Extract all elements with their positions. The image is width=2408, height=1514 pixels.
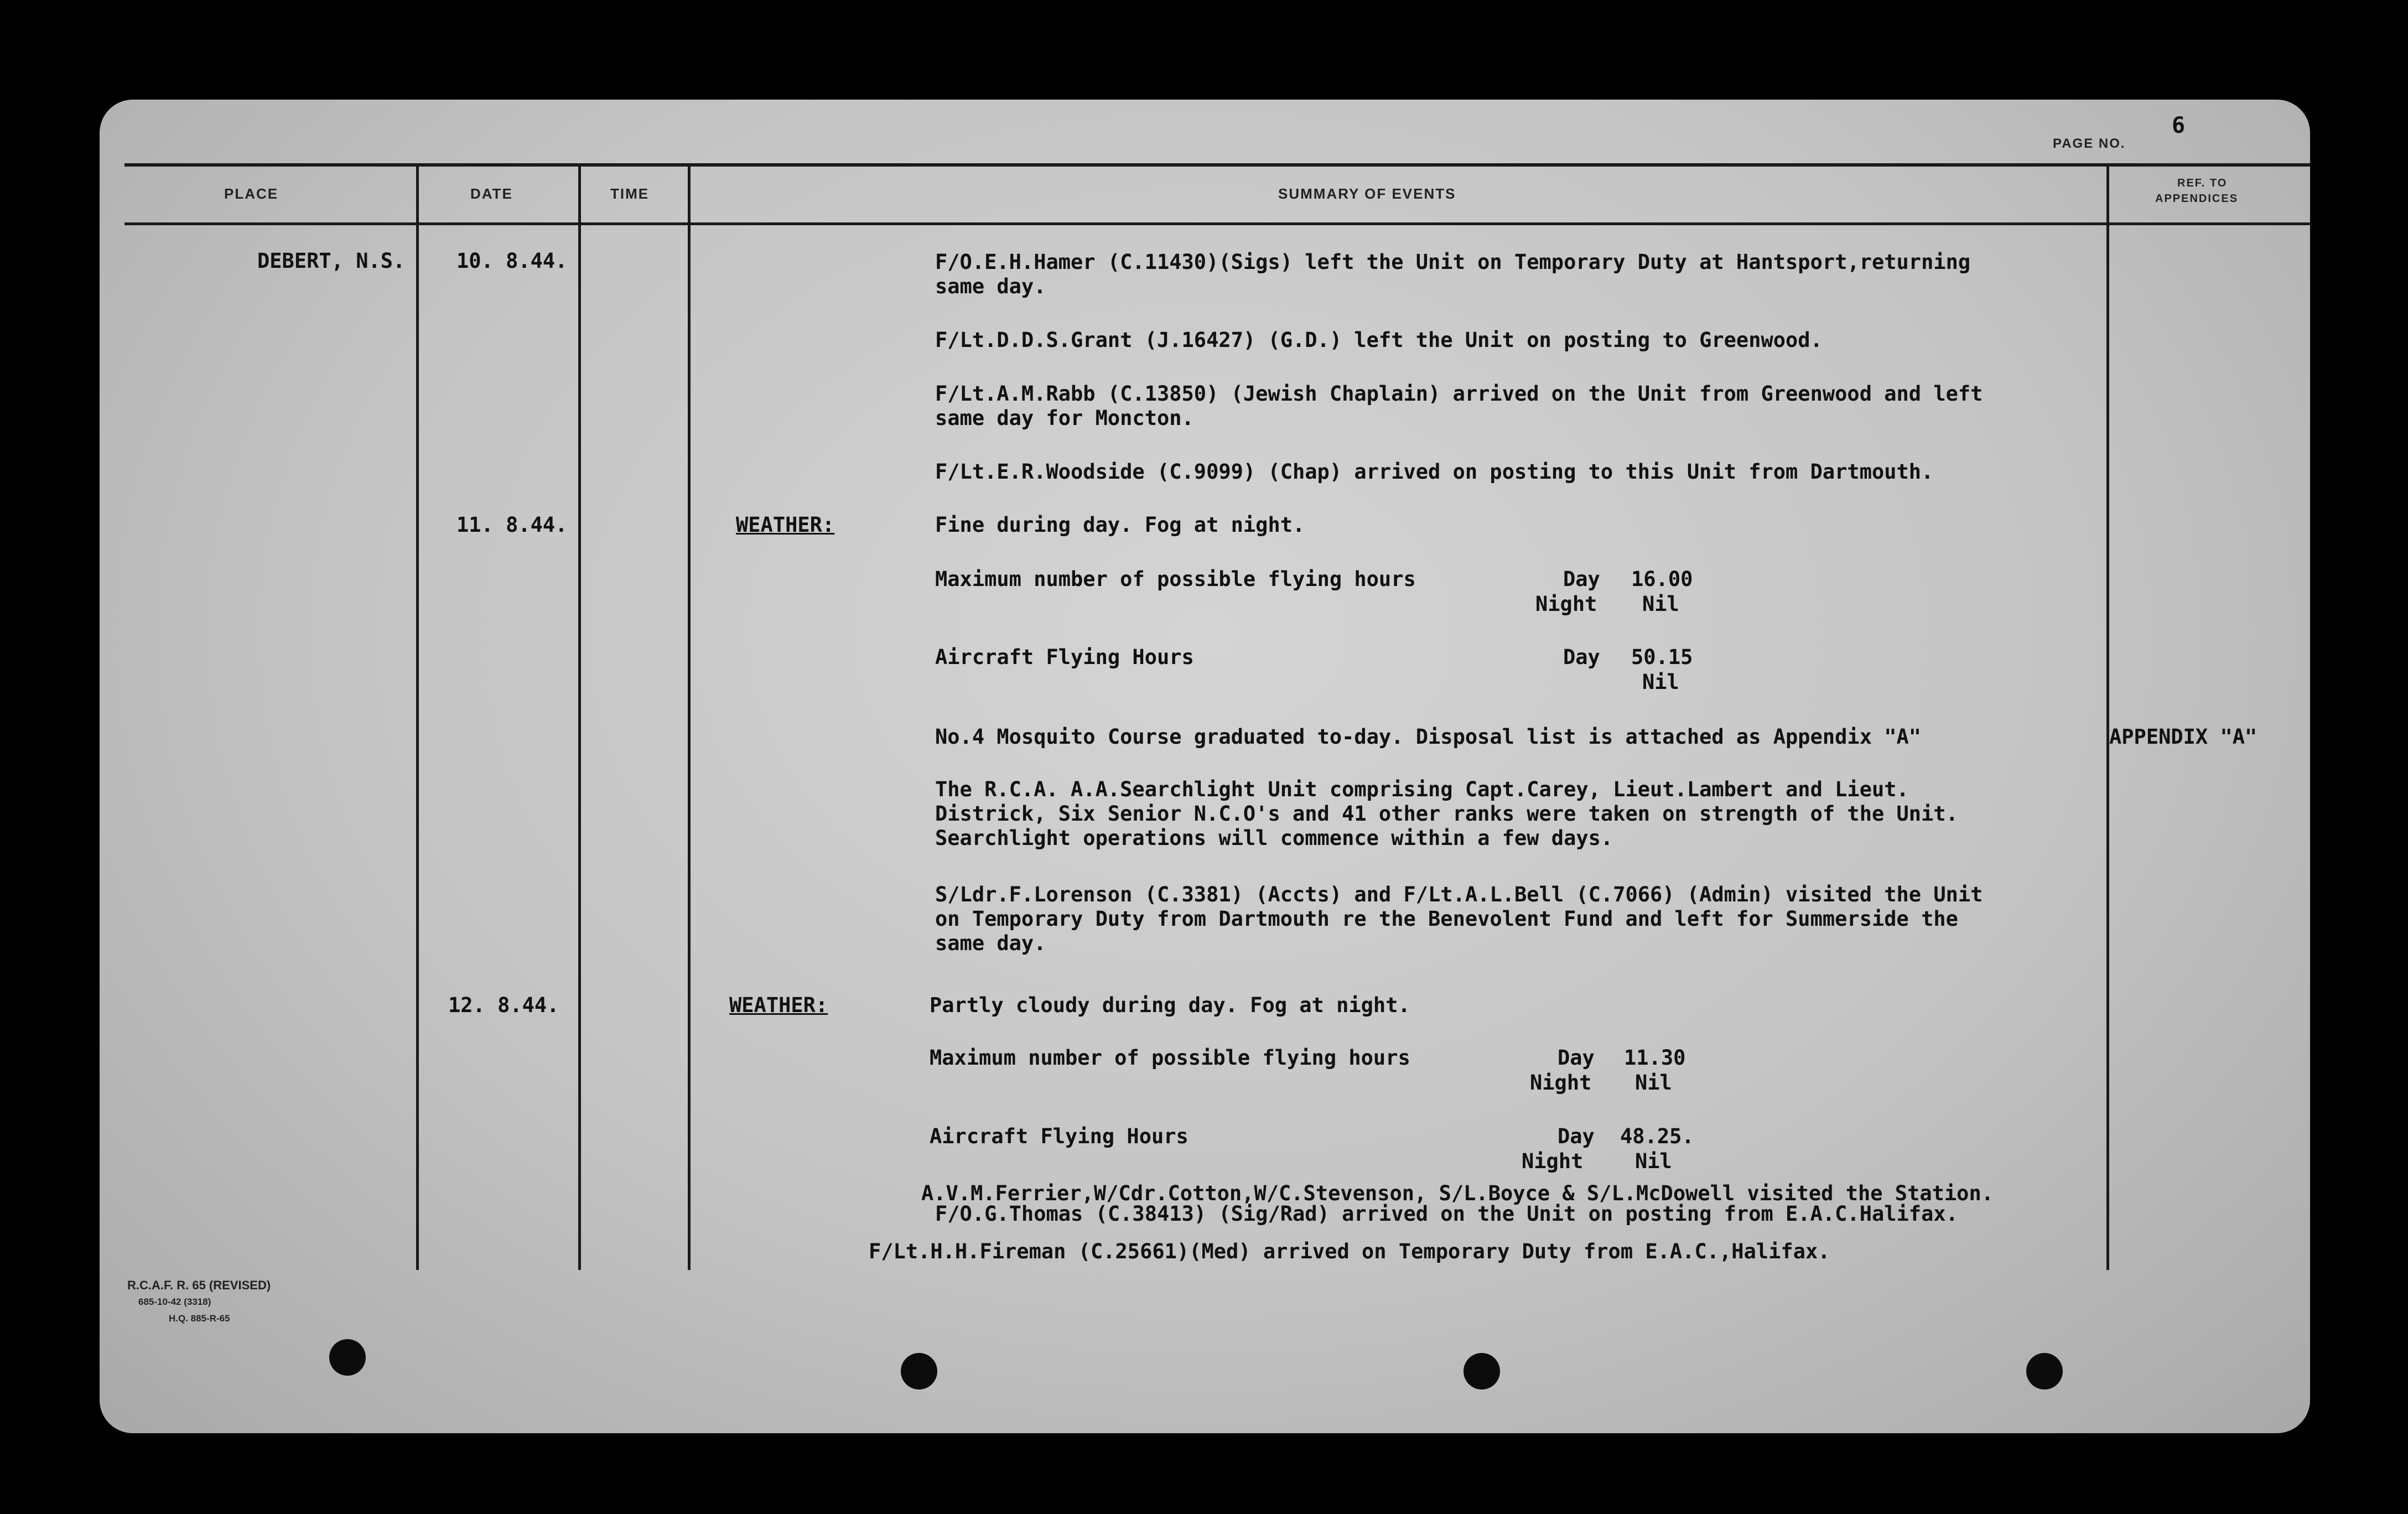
entry-line: same day.: [935, 931, 1046, 955]
page-no-label: PAGE NO.: [2053, 136, 2126, 151]
max-hours-night-value: Nil: [1642, 592, 1679, 616]
entry-line: S/Ldr.F.Lorenson (C.3381) (Accts) and F/Lt.A.L.Bell (C.7066) (Admin) visited the Unit: [935, 883, 1983, 906]
header-time: TIME: [610, 185, 650, 202]
date-cell-2: 11. 8.44.: [456, 513, 568, 537]
aircraft-hours-day-label: Day: [1558, 1124, 1595, 1148]
entry-line: same day for Moncton.: [935, 406, 1194, 430]
binder-hole: [329, 1339, 366, 1376]
entry-line: F/Lt.H.H.Fireman (C.25661)(Med) arrived on Temporary Duty from E.A.C.,Halifax.: [869, 1240, 1830, 1263]
place-cell: DEBERT, N.S.: [257, 249, 406, 273]
aircraft-hours-label: Aircraft Flying Hours: [930, 1124, 1189, 1148]
entry-line: same day.: [935, 274, 1046, 298]
header-top-rule: [124, 163, 2310, 167]
date-cell-3: 12. 8.44.: [448, 993, 559, 1017]
aircraft-hours-day-label: Day: [1563, 645, 1600, 669]
column-divider-summary: [2106, 166, 2109, 1270]
aircraft-hours-night-value: Nil: [1635, 1149, 1672, 1173]
weather-label: WEATHER:: [736, 513, 835, 537]
header-bottom-rule: [124, 222, 2310, 225]
max-hours-night-value: Nil: [1635, 1071, 1672, 1095]
max-hours-day-value: 16.00: [1631, 567, 1693, 591]
column-divider-place: [416, 166, 419, 1270]
weather-text: Partly cloudy during day. Fog at night.: [930, 993, 1410, 1017]
max-hours-night-label: Night: [1530, 1071, 1592, 1095]
column-divider-time: [688, 166, 691, 1270]
entry-line: F/Lt.D.D.S.Grant (J.16427) (G.D.) left the Unit on posting to Greenwood.: [935, 328, 1823, 352]
header-ref-line2: APPENDICES: [2155, 193, 2239, 205]
aircraft-hours-label: Aircraft Flying Hours: [935, 645, 1194, 669]
date-cell-1: 10. 8.44.: [456, 249, 568, 273]
entry-line: The R.C.A. A.A.Searchlight Unit comprising Capt.Carey, Lieut.Lambert and Lieut.: [935, 777, 1909, 801]
entry-line: F/O.E.H.Hamer (C.11430)(Sigs) left the Unit on Temporary Duty at Hantsport,returning: [935, 250, 1971, 274]
entry-line: Districk, Six Senior N.C.O's and 41 other ranks were taken on strength of the Unit.: [935, 802, 1958, 826]
form-number-line2: 685-10-42 (3318): [138, 1297, 211, 1307]
entry-line: No.4 Mosquito Course graduated to-day. Disposal list is attached as Appendix "A": [935, 725, 1922, 749]
binder-hole: [901, 1353, 937, 1389]
document-card: [100, 100, 2310, 1433]
aircraft-hours-day-value: 50.15: [1631, 645, 1693, 669]
aircraft-hours-night-value: Nil: [1642, 670, 1679, 694]
weather-text: Fine during day. Fog at night.: [935, 513, 1305, 537]
binder-hole: [2026, 1353, 2063, 1389]
max-hours-day-value: 11.30: [1624, 1046, 1686, 1070]
form-number-line1: R.C.A.F. R. 65 (REVISED): [127, 1278, 271, 1292]
header-place: PLACE: [224, 185, 279, 202]
header-date: DATE: [470, 185, 513, 202]
entry-line: F/Lt.A.M.Rabb (C.13850) (Jewish Chaplain) arrived on the Unit from Greenwood and left: [935, 382, 1983, 406]
weather-label: WEATHER:: [729, 993, 828, 1017]
header-summary: SUMMARY OF EVENTS: [1278, 185, 1456, 202]
entry-line: F/O.G.Thomas (C.38413) (Sig/Rad) arrived on the Unit on posting from E.A.C.Halifax.: [935, 1202, 1958, 1226]
entry-line: F/Lt.E.R.Woodside (C.9099) (Chap) arrived on posting to this Unit from Dartmouth.: [935, 460, 1934, 484]
entry-line: Searchlight operations will commence within a few days.: [935, 826, 1613, 850]
max-hours-day-label: Day: [1558, 1046, 1595, 1070]
header-ref-line1: REF. TO: [2177, 177, 2228, 189]
column-divider-date: [578, 166, 581, 1270]
appendix-ref: APPENDIX "A": [2109, 725, 2258, 749]
entry-line: A.V.M.Ferrier,W/Cdr.Cotton,W/C.Stevenson, S/L.Boyce & S/L.McDowell visited the Station.: [921, 1181, 1994, 1205]
binder-hole: [1464, 1353, 1500, 1389]
max-hours-day-label: Day: [1563, 567, 1600, 591]
page-number: 6: [2172, 113, 2186, 138]
max-hours-night-label: Night: [1535, 592, 1597, 616]
max-hours-label: Maximum number of possible flying hours: [935, 567, 1416, 591]
entry-line: on Temporary Duty from Dartmouth re the Benevolent Fund and left for Summerside the: [935, 907, 1958, 931]
aircraft-hours-night-label: Night: [1522, 1149, 1584, 1173]
form-number-line3: H.Q. 885-R-65: [169, 1313, 230, 1324]
aircraft-hours-day-value: 48.25.: [1620, 1124, 1694, 1148]
max-hours-label: Maximum number of possible flying hours: [930, 1046, 1410, 1070]
